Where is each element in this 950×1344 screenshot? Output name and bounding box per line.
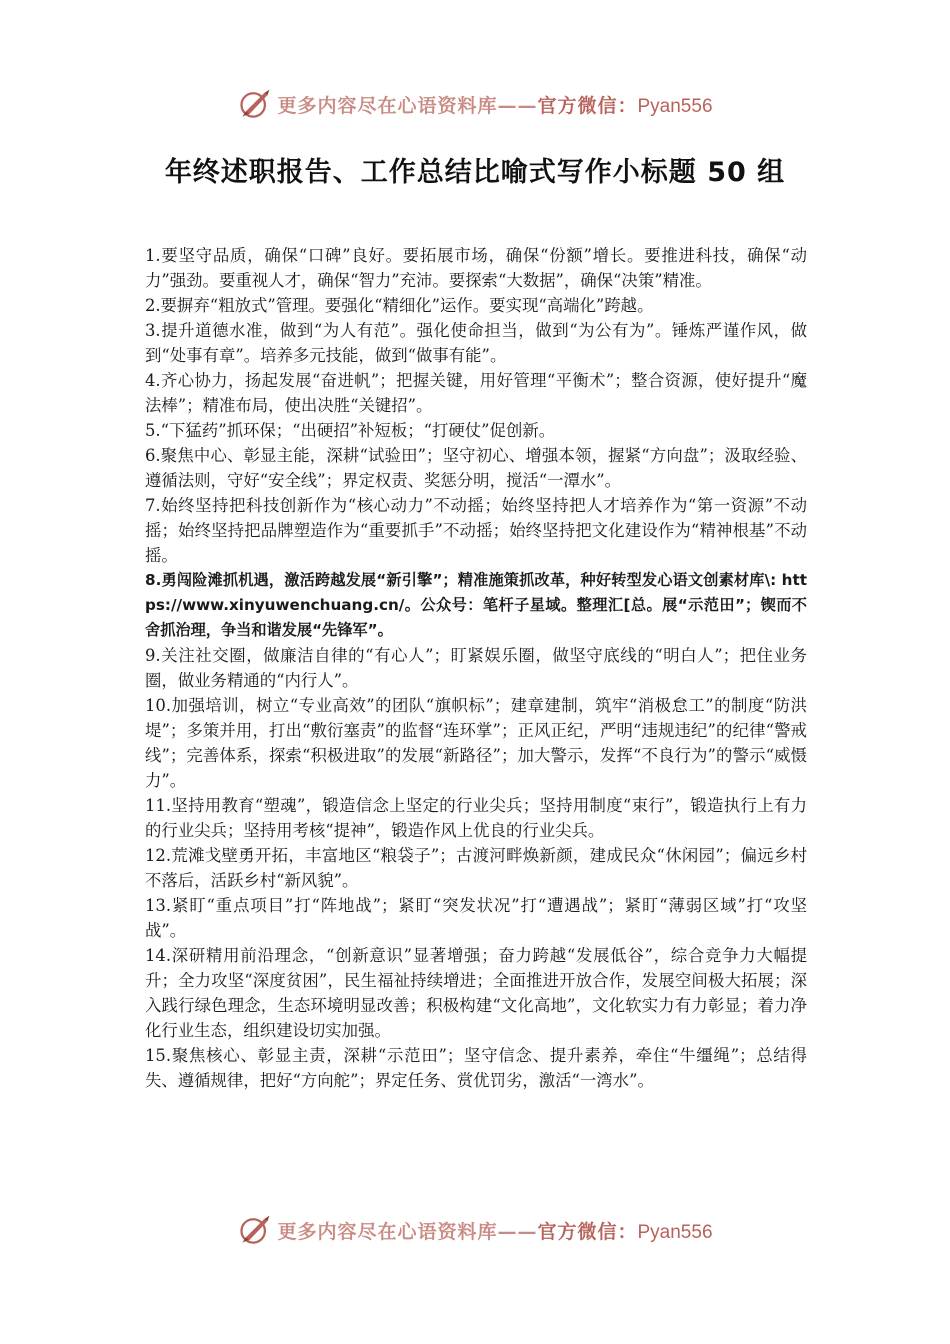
banner-wechat-label: 官方微信： <box>537 94 638 117</box>
list-item-2: 2.要摒弃“粗放式”管理。要强化“精细化”运作。要实现“高端化”跨越。 <box>145 296 654 315</box>
list-item-5: 5.“下猛药”抓环保；“出硬招”补短板；“打硬仗”促创新。 <box>145 421 556 440</box>
footer-banner <box>0 1208 950 1252</box>
list-item-11: 11.坚持用教育“塑魂”，锻造信念上坚定的行业尖兵；坚持用制度“束行”，锻造执行上有力的行业尖兵；坚持用考核“提神”，锻造作风上优良的行业尖兵。 <box>145 796 807 840</box>
list-item-1: 1.要坚守品质，确保“口碑”良好。要拓展市场，确保“份额”增长。要推进科技，确保“动力”强劲。要重视人才，确保“智力”充沛。要探索“大数据”，确保“决策”精准。 <box>145 246 807 290</box>
banner-wechat-id: Pyan556 <box>637 95 713 117</box>
list-item-4: 4.齐心协力，扬起发展“奋进帆”；把握关键，用好管理“平衡术”；整合资源，使好提升“魔法棒”；精准布局，使出决胜“关键招”。 <box>145 371 807 415</box>
header-banner <box>0 82 950 126</box>
list-item-13: 13.紧盯“重点项目”打“阵地战”；紧盯“突发状况”打“遭遇战”；紧盯“薄弱区域”打“攻坚战”。 <box>145 896 807 940</box>
list-item-15: 15.聚焦核心、彰显主责，深耕“示范田”；坚守信念、提升素养，牵住“牛缰绳”；总结得失、遵循规律，把好“方向舵”；界定任务、赏优罚劣，激活“一湾水”。 <box>145 1046 807 1090</box>
banner-dash: —— <box>497 94 538 117</box>
list-item-12: 12.荒滩戈壁勇开拓，丰富地区“粮袋子”；古渡河畔焕新颜，建成民众“休闲园”；偏远乡村不落后，活跃乡村“新风貌”。 <box>145 846 807 890</box>
footer-site-text: 更多内容尽在心语资料库 <box>277 1220 498 1243</box>
footer-wechat-label: 官方微信： <box>537 1220 638 1243</box>
footer-dash: —— <box>497 1220 538 1243</box>
page-title: 年终述职报告、工作总结比喻式写作小标题 50 组 <box>164 157 786 188</box>
list-item-3: 3.提升道德水准，做到“为人有范”。强化使命担当，做到“为公有为”。锤炼严谨作风，做到“处事有章”。培养多元技能，做到“做事有能”。 <box>145 321 807 365</box>
document-body <box>145 243 807 1093</box>
list-item-14: 14.深研精用前沿理念，“创新意识”显著增强；奋力跨越“发展低谷”，综合竞争力大幅提升；全力攻坚“深度贫困”，民生福祉持续增进；全面推进开放合作，发展空间极大拓展；深入践行绿色理念，生态环境明显改善；积极构建“文化高地”，文化软实力有力彰显；着力净化行业生态，组织建设切实加强。 <box>145 946 807 1040</box>
list-item-7: 7.始终坚持把科技创新作为“核心动力”不动摇；始终坚持把人才培养作为“第一资源”不动摇；始终坚持把品牌塑造作为“重要抓手”不动摇；始终坚持把文化建设作为“精神根基”不动摇。 <box>145 496 807 565</box>
list-item-9: 9.关注社交圈，做廉洁自律的“有心人”；盯紧娱乐圈，做坚守底线的“明白人”；把住业务圈，做业务精通的“内行人”。 <box>145 646 807 690</box>
footer-wechat-id: Pyan556 <box>637 1221 713 1243</box>
list-item-8: 8.勇闯险滩抓机遇，激活跨越发展“新引擎”；精准施策抓改革，种好转型发心语文创素材库\: https://www.xinyuwenchuang.cn/。公众号：笔杆子星域。整理汇[总。展“示范田”；锲而不舍抓治理，争当和谐发展“先锋军”。 <box>145 571 807 639</box>
list-item-10: 10.加强培训，树立“专业高效”的团队“旗帜标”；建章建制，筑牢“消极怠工”的制度“防洪堤”；多策并用，打出“敷衍塞责”的监督“连环掌”；正风正纪，严明“违规违纪”的纪律“警戒线”；完善体系，探索“积极进取”的发展“新路径”；加大警示，发挥“不良行为”的警示“威慑力”。 <box>145 696 807 790</box>
banner-site-text: 更多内容尽在心语资料库 <box>277 94 498 117</box>
pen-logo-icon <box>237 86 273 122</box>
pen-logo-icon <box>237 1212 273 1248</box>
list-item-6: 6.聚焦中心、彰显主能，深耕“试验田”；坚守初心、增强本领，握紧“方向盘”；汲取经验、遵循法则，守好“安全线”；界定权责、奖惩分明，搅活“一潭水”。 <box>145 446 807 490</box>
